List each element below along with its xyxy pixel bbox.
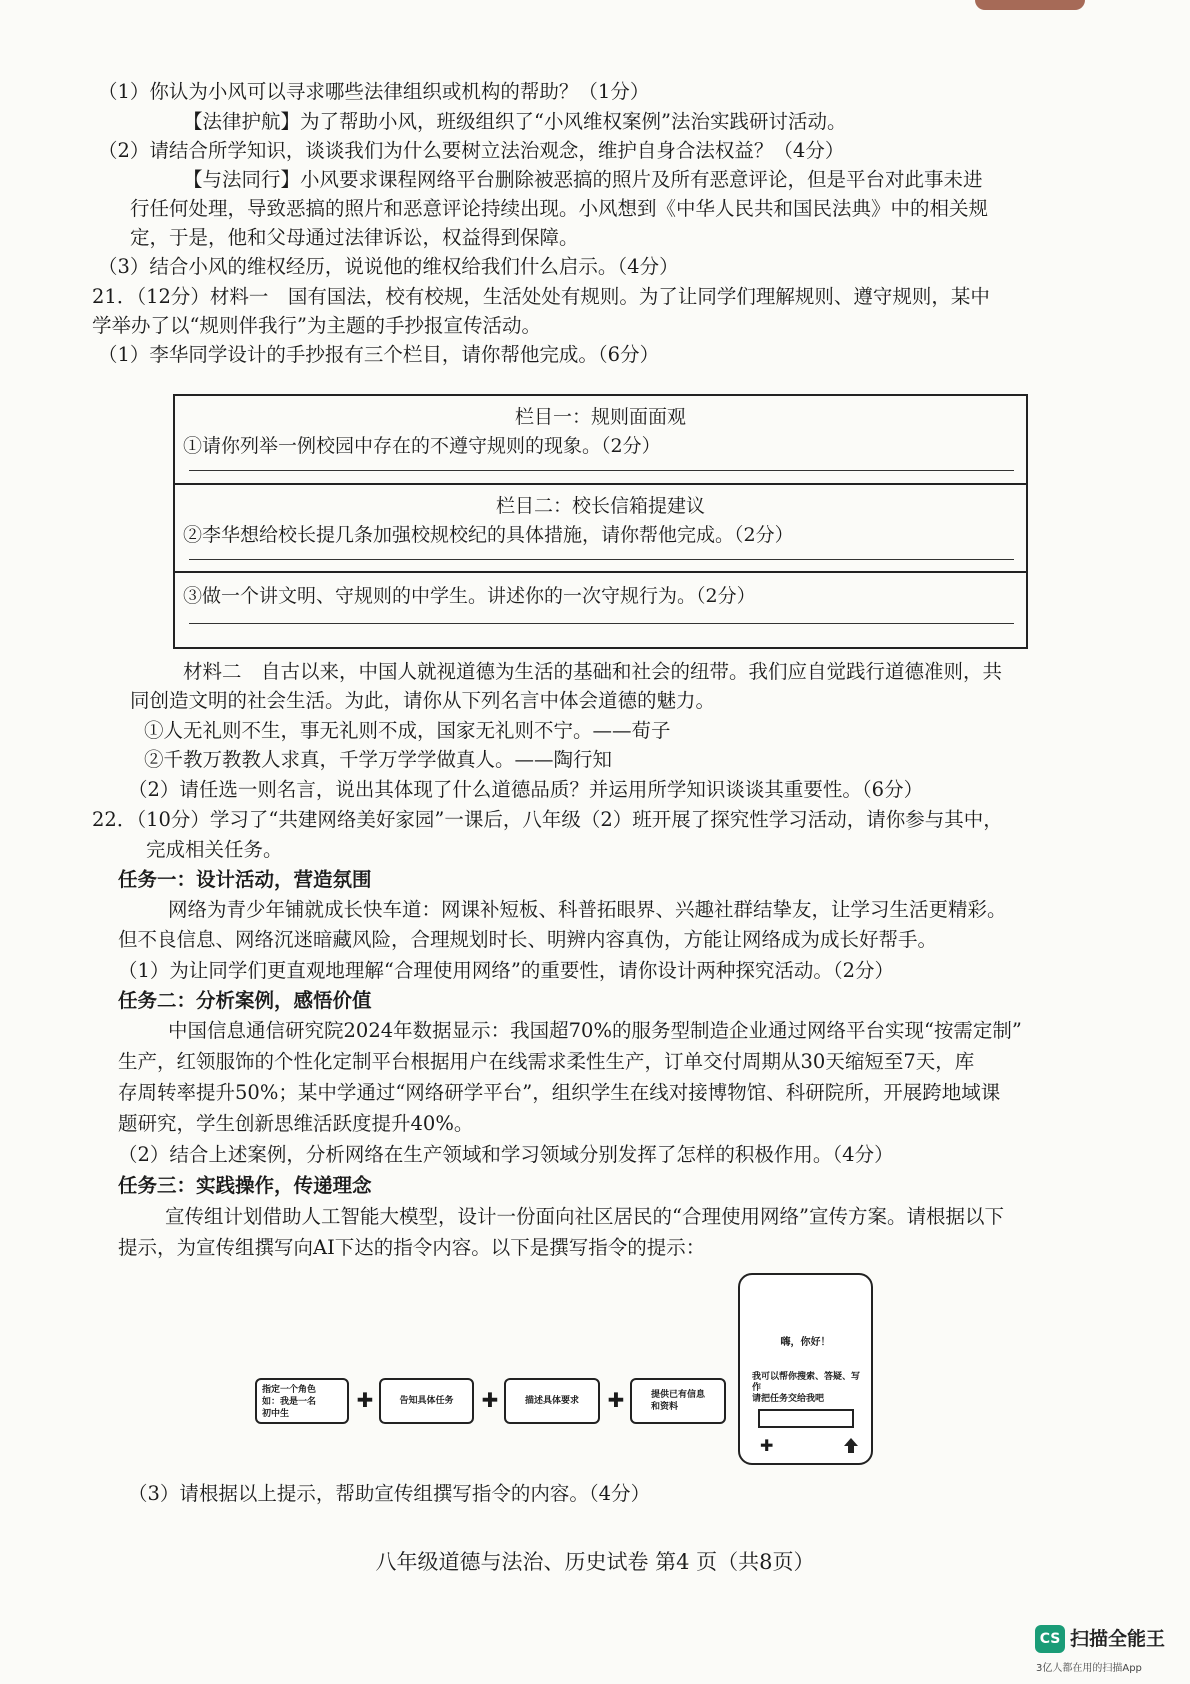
phone-plus-icon: ✚: [760, 1436, 774, 1455]
q20-sub1: （1）你认为小风可以寻求哪些法律组织或机构的帮助？（1分）: [98, 80, 650, 103]
phone-message: 我可以帮你搜索、答疑、写作 请把任务交给我吧: [752, 1372, 861, 1404]
answer-line[interactable]: [189, 623, 1014, 624]
q21-stem-line1: 21．（12分）材料一 国有国法，校有校规，生活处处有规则。为了让同学们理解规则、遵守规则，某中: [92, 285, 990, 308]
table-row-column2: [175, 485, 1026, 573]
with-law-paragraph-line1: 【与法同行】小风要求课程网络平台删除被恶搞的照片及所有恶意评论，但是平台对此事未进: [183, 168, 983, 191]
column1-question: ①请你列举一例校园中存在的不遵守规则的现象。（2分）: [183, 435, 661, 457]
q20-sub3: （3）结合小风的维权经历，说说他的维权给我们什么启示。（4分）: [98, 255, 679, 278]
column3-question: ③做一个讲文明、守规则的中学生。讲述你的一次守规行为。（2分）: [183, 585, 756, 607]
q22-sub1: （1）为让同学们更直观地理解“合理使用网络”的重要性，请你设计两种探究活动。（2分）: [118, 959, 895, 982]
task3-paragraph-line1: 宣传组计划借助人工智能大模型，设计一份面向社区居民的“合理使用网络”宣传方案。请根据以下: [165, 1205, 1004, 1228]
plus-icon: ✚: [356, 1388, 374, 1412]
q21-sub2: （2）请任选一则名言，说出其体现了什么道德品质？并运用所学知识谈谈其重要性。（6分）: [128, 778, 924, 801]
quote-taoxingzhi: ②千教万教教人求真，千学万学学做真人。——陶行知: [144, 748, 613, 771]
task2-heading: 任务二：分析案例，感悟价值: [118, 989, 372, 1012]
ai-chat-phone-illustration: [738, 1273, 873, 1465]
column2-title: 栏目二：校长信箱提建议: [495, 495, 705, 517]
corner-stain: [975, 0, 1085, 10]
answer-line[interactable]: [189, 559, 1014, 560]
q20-sub2: （2）请结合所学知识，谈谈我们为什么要树立法治观念，维护自身合法权益？（4分）: [98, 139, 845, 162]
table-row-column3: [175, 573, 1026, 647]
plus-icon: ✚: [481, 1388, 499, 1412]
task1-paragraph-line1: 网络为青少年铺就成长快车道：网课补短板、科普拓眼界、兴趣社群结挚友，让学习生活更精彩。: [168, 898, 1007, 921]
task3-paragraph-line2: 提示，为宣传组撰写向AI下达的指令内容。以下是撰写指令的提示：: [118, 1236, 706, 1259]
phone-input-box: [758, 1409, 854, 1428]
task2-paragraph-line4: 题研究，学生创新思维活跃度提升40%。: [118, 1112, 474, 1135]
law-escort-paragraph: 【法律护航】为了帮助小风，班级组织了“小风维权案例”法治实践研讨活动。: [183, 110, 847, 133]
flow-step-task: 告知具体任务: [379, 1378, 474, 1424]
task3-heading: 任务三：实践操作，传递理念: [118, 1174, 372, 1197]
material2-line1: 材料二 自古以来，中国人就视道德为生活的基础和社会的纽带。我们应自觉践行道德准则，共: [183, 660, 1003, 683]
column1-title: 栏目一：规则面面观: [514, 406, 686, 428]
camscanner-tagline: 3亿人都在用的扫描App: [1036, 1663, 1142, 1674]
flow-step-info: 提供已有信息 和资料: [630, 1378, 726, 1424]
q22-stem-line2: 完成相关任务。: [146, 838, 283, 861]
phone-greeting: 嗨，你好！: [780, 1337, 831, 1348]
with-law-paragraph-line3: 定，于是，他和父母通过法律诉讼，权益得到保障。: [130, 226, 579, 249]
q22-sub3: （3）请根据以上提示，帮助宣传组撰写指令的内容。（4分）: [128, 1482, 651, 1505]
column2-question: ②李华想给校长提几条加强校规校纪的具体措施，请你帮他完成。（2分）: [183, 524, 794, 546]
flow-step-role: 指定一个角色 如：我是一名 初中生: [255, 1378, 349, 1424]
page-footer: 八年级道德与法治、历史试卷 第4 页（共8页）: [375, 1550, 815, 1574]
task1-heading: 任务一：设计活动，营造氛围: [118, 868, 372, 891]
quote-xunzi: ①人无礼则不生，事无礼则不成，国家无礼则不宁。——荀子: [144, 719, 671, 742]
material2-line2: 同创造文明的社会生活。为此，请你从下列名言中体会道德的魅力。: [130, 689, 716, 712]
plus-icon: ✚: [607, 1388, 625, 1412]
task2-paragraph-line1: 中国信息通信研究院2024年数据显示：我国超70%的服务型制造企业通过网络平台实现“按需定制”: [168, 1019, 1022, 1042]
task1-paragraph-line2: 但不良信息、网络沉迷暗藏风险，合理规划时长、明辨内容真伪，方能让网络成为成长好帮手。: [118, 928, 938, 951]
task2-paragraph-line2: 生产，红领服饰的个性化定制平台根据用户在线需求柔性生产，订单交付周期从30天缩短至7天，库: [118, 1050, 975, 1073]
table-row-column1: [175, 396, 1026, 485]
task2-paragraph-line3: 存周转率提升50%；某中学通过“网络研学平台”，组织学生在线对接博物馆、科研院所，开展跨地域课: [118, 1081, 1001, 1104]
send-up-arrow-icon: [843, 1437, 859, 1454]
flow-step-requirements: 描述具体要求: [504, 1378, 600, 1424]
q21-stem-line2: 学举办了以“规则伴我行”为主题的手抄报宣传活动。: [92, 314, 541, 337]
handwritten-newspaper-table: [173, 394, 1028, 649]
q22-sub2: （2）结合上述案例，分析网络在生产领域和学习领域分别发挥了怎样的积极作用。（4分）: [118, 1143, 894, 1166]
camscanner-logo-icon: CS: [1035, 1625, 1065, 1653]
q22-stem-line1: 22．（10分）学习了“共建网络美好家园”一课后，八年级（2）班开展了探究性学习活动，请你参与其中，: [92, 808, 1003, 831]
q21-sub1: （1）李华同学设计的手抄报有三个栏目，请你帮他完成。（6分）: [98, 343, 660, 366]
camscanner-brand-name: 扫描全能王: [1070, 1628, 1166, 1650]
answer-line[interactable]: [189, 470, 1014, 471]
with-law-paragraph-line2: 行任何处理，导致恶搞的照片和恶意评论持续出现。小风想到《中华人民共和国民法典》中的相关规: [130, 197, 989, 220]
